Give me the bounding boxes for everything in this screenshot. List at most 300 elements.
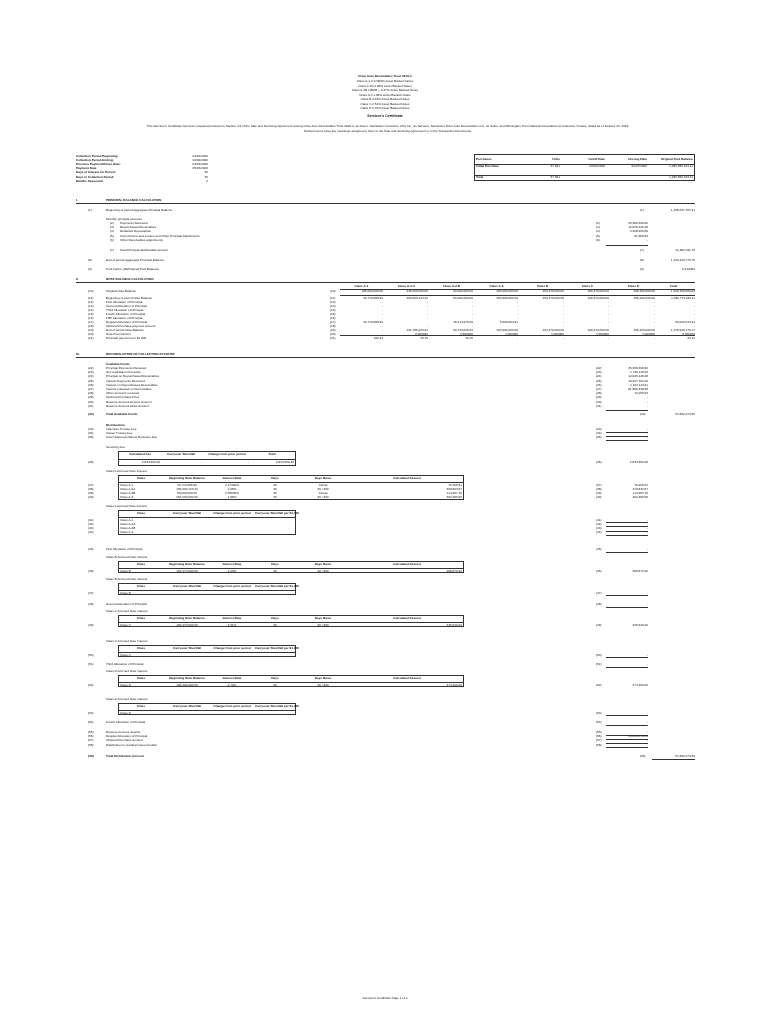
line-ref: {49} [596, 622, 602, 627]
interest-cell: 30 / 360 [317, 486, 329, 491]
line-value: - [646, 395, 648, 400]
interest-cell: 30 [273, 490, 277, 495]
line-value: 1,195,047,787.91 [670, 208, 695, 212]
purchases-header: Units [552, 157, 560, 161]
line-number: {54} [88, 720, 94, 724]
note-balance-cell: - [693, 323, 695, 328]
line-value: 1,104,113.61 [630, 382, 648, 387]
line-label: Note Pool Factors [106, 331, 131, 336]
line-ref: {22} [596, 366, 602, 370]
note-balance-cell: - [381, 299, 383, 304]
shortfall-header: Change from prior period [213, 583, 251, 588]
shortfall-header-rule [118, 652, 296, 653]
line-label: Second Allocation of Principal [106, 602, 147, 606]
shortfall-cell: Class A-1 [120, 517, 134, 522]
purchases-balance: 1,295,650,434.11 [669, 175, 693, 179]
line-ref: {58} [596, 742, 602, 747]
line-number: {57} [88, 738, 94, 743]
period-value: 04/15/2020 [192, 162, 208, 167]
note-balance-cell: - [607, 315, 609, 320]
header-line: Class C 2.51% Asset Backed Notes [360, 101, 410, 106]
note-balance-cell: - [471, 307, 473, 312]
line-ref: {59} [640, 754, 646, 758]
note-balance-cell: 19.15 [420, 335, 428, 340]
note-balance-cell: - [693, 307, 695, 312]
line-ref: {46} [596, 568, 602, 573]
line-number: {55} [88, 730, 94, 734]
shortfall-header: Carryover Shortfall [172, 583, 202, 588]
line-number: {34} [88, 431, 94, 436]
interest-header: Class [136, 475, 146, 480]
shortfall-table-label: Class C Accrued Note Interest [106, 639, 148, 643]
line-ref: {36} [596, 460, 602, 464]
section-title: NOTE BALANCE CALCULATION [106, 277, 154, 281]
header-line: Drive Auto Receivables Trust 2019-4 [358, 74, 412, 78]
line-label: Pool Factor ({8}/Original Pool Balance) [106, 267, 160, 271]
line-value: - [646, 742, 648, 747]
purchases-units: 57,821 [550, 175, 560, 179]
shortfall-table-label: Class D Accrued Note Interest [106, 697, 148, 701]
line-label: End of period Note Balance [106, 327, 144, 332]
line-ref: {9} [640, 267, 644, 271]
note-balance-cell: - [562, 307, 564, 312]
interest-cell: 286,870.92 [446, 568, 462, 573]
line-ref: {37} [596, 482, 602, 487]
interest-header: Days Basis [314, 475, 332, 480]
line-label: Repurchased Receivables [120, 225, 157, 230]
line-ref: {1} [640, 208, 644, 212]
line-number: {56} [88, 734, 94, 739]
subsection-label: Monthly principal amounts [106, 217, 142, 221]
line-ref: {43} [596, 525, 602, 530]
interest-header: Calculated Interest [393, 475, 421, 480]
line-value: - [646, 547, 648, 551]
line-number: {10} [88, 289, 94, 293]
note-balance-cell: 154,370,000.00 [542, 289, 564, 293]
interest-header: Class [136, 561, 146, 566]
note-balance-cell: - [471, 299, 473, 304]
note-balance-cell: 16,214,976.09 [453, 319, 473, 324]
interest-cell: Class D [120, 682, 131, 687]
line-ref: {45} [596, 547, 602, 551]
interest-table-label: Class B Accrued Note Interest [106, 555, 148, 559]
column-header: Class A-2-A [397, 283, 416, 288]
line-ref: {8} [640, 258, 644, 262]
interest-cell: 199,000,123.42 [176, 486, 198, 491]
line-ref: {21} [330, 335, 336, 340]
line-number: {24} [88, 374, 94, 379]
line-label: Other amounts received [106, 391, 140, 396]
column-header: Class A-1 [354, 283, 369, 288]
note-balance-cell: 154,370,000.00 [542, 296, 564, 300]
line-number: {31} [88, 403, 94, 408]
line-ref: {3} [596, 225, 600, 230]
section-title: RECONCILIATION OF COLLECTION ACCOUNT [106, 352, 175, 356]
line-value: - [646, 399, 648, 404]
interest-header: Calculated Interest [393, 561, 421, 566]
line-ref: {28} [596, 391, 602, 396]
line-number: {58} [88, 742, 94, 747]
subtotal-rule [606, 245, 648, 246]
line-label: Regular Allocation of Principal [106, 734, 148, 739]
note-balance-cell: - [381, 327, 383, 332]
servicing-cell: 2,833,509.28 [275, 460, 294, 464]
line-label: Interest collected on Receivables [106, 387, 152, 391]
section-number: I. [76, 198, 78, 202]
note-balance-cell: 1,229,330,000.00 [670, 289, 695, 293]
line-ref: {16} [330, 315, 336, 320]
line-number: {43} [88, 525, 94, 530]
note-balance-cell: - [426, 307, 428, 312]
page-footer: Servicer's Certificate Page 1 of 4 [362, 996, 408, 1000]
note-balance-cell: - [471, 303, 473, 308]
note-balance-cell: - [426, 303, 428, 308]
line-number: {44} [88, 530, 94, 535]
purchases-total-rule [474, 175, 695, 176]
section-number: II. [76, 277, 79, 281]
certificate-title: Servicer's Certificate [367, 114, 403, 118]
interest-cell: 30 [273, 486, 277, 491]
servicing-cell: 2,833,509.28 [141, 460, 160, 464]
note-balance-cell: 166,400,000.00 [633, 296, 655, 300]
line-label: Indenture Trustee Fee [106, 427, 137, 431]
line-label: Asset Representations Reviewer Fee [106, 435, 158, 440]
note-balance-cell: 182.23 [373, 335, 383, 340]
interest-header: Interest Rate [222, 675, 242, 680]
line-label: Second Allocation of Principal [106, 303, 147, 308]
note-balance-cell: - [516, 311, 518, 316]
line-label: Total Principal distributable amount [120, 248, 168, 252]
note-balance-cell: - [693, 303, 695, 308]
intro-paragraph: This Servicer's Certificate has been prepared pursuant to Section 4.9 of the Sale and Servicing Agreement among Drive Auto Receivables Trust 2019-4, as Issuer, Santander Consumer USA Inc., as Servicer, Santander Drive Auto Receivables LLC, as Seller, and Wilmington Trust National Association as Indenture Trustee, dated as of January 23, 2019. [146, 124, 630, 128]
note-balance-cell: - [607, 323, 609, 328]
note-balance-cell: 209,000,123.42 [406, 296, 428, 300]
interest-cell: 2.05036% [225, 490, 239, 495]
line-number: {3} [110, 225, 114, 230]
line-label: Fifth Allocation of Principal [106, 315, 143, 320]
note-balance-cell: - [653, 311, 655, 316]
note-balance-cell: 246,000,000.00 [406, 289, 428, 293]
line-value: 81,580.94 [634, 233, 648, 238]
note-balance-cell: - [426, 311, 428, 316]
line-value: 25,386,398.82 [628, 221, 648, 225]
line-ref: {33} [596, 427, 602, 431]
note-balance-cell: 166,400,000.00 [633, 327, 655, 332]
interest-cell: Actual [318, 490, 328, 495]
note-balance-cell: - [562, 303, 564, 308]
note-balance-cell: - [693, 299, 695, 304]
line-ref: {18} [330, 323, 336, 328]
line-ref: {5} [596, 233, 600, 238]
section-title: PRINCIPAL BALANCE CALCULATION [106, 198, 162, 202]
header-line: Class A-2B LIBOR + 0.37% Asset Backed Notes [351, 88, 419, 92]
period-value: 04/01/2020 [192, 154, 208, 158]
purchases-row-label: Initial Purchase [476, 164, 499, 168]
servicing-header: Total [268, 452, 276, 456]
line-value: - [646, 738, 648, 743]
line-value: 286,870.92 [632, 568, 648, 573]
note-balance-cell: - [653, 303, 655, 308]
note-balance-cell: 1.000000 [505, 331, 518, 336]
line-ref: {26} [596, 382, 602, 387]
interest-cell: Class B [120, 568, 131, 573]
note-balance-cell: - [426, 299, 428, 304]
note-balance-cell: - [516, 303, 518, 308]
shortfall-cell: Class A-2A [120, 521, 136, 526]
note-balance-cell: - [381, 331, 383, 336]
line-value: - [646, 431, 648, 436]
note-balance-cell: 1.000000 [642, 331, 655, 336]
line-value: 0.910494 [682, 267, 695, 271]
purchases-row-label: Total [476, 175, 484, 179]
line-label: Payments Received [120, 221, 148, 225]
line-ref: {31} [596, 403, 602, 408]
purchases-units: 57,821 [550, 164, 560, 168]
line-value: - [646, 435, 648, 440]
line-value: - [646, 427, 648, 431]
line-number: {42} [88, 521, 94, 526]
line-number: {50} [88, 652, 94, 657]
interest-cell: 2.23% [227, 568, 237, 573]
line-label: Optional Purchase Price [106, 395, 140, 400]
line-value: 374,400.00 [632, 682, 648, 687]
period-label: Collection Period Ending: [76, 158, 114, 163]
interest-header: Days [271, 615, 279, 620]
line-number: {8} [88, 258, 92, 262]
line-number: {52} [88, 682, 94, 687]
note-balance-cell: - [562, 319, 564, 324]
interest-header: Calculated Interest [393, 675, 421, 680]
period-label: Previous Payment/Close Date: [76, 162, 121, 167]
interest-header: Class [136, 615, 146, 620]
row-rule [340, 295, 695, 296]
value-rule [606, 552, 648, 553]
interest-cell: 65,000,000.00 [177, 490, 197, 495]
line-number: {30} [88, 399, 94, 404]
shortfall-table-label: Class A Accrued Note Interest [106, 504, 147, 508]
line-label: Cram Downs and Losses and Other Principal Adjustments [120, 233, 200, 238]
line-ref: {51} [596, 662, 602, 666]
line-ref: {4} [596, 229, 600, 234]
line-ref: {54} [596, 720, 602, 724]
note-balance-cell: 1,040,773,039.11 [671, 296, 695, 300]
line-label: Interest on Repurchased Receivables [106, 382, 158, 387]
line-label: Principal Payments Received [106, 366, 147, 370]
line-ref: {30} [596, 399, 602, 404]
line-number: {25} [88, 378, 94, 383]
period-label: Collection Period Beginning: [76, 154, 119, 158]
period-value: 30 [204, 170, 208, 175]
line-value: 12,025,426.28 [628, 374, 648, 379]
line-ref: {48} [596, 602, 602, 606]
line-number: {41} [88, 517, 94, 522]
header-line: Class B 2.23% Asset Backed Notes [360, 97, 410, 101]
purchases-cutoff: 02/01/2020 [589, 164, 605, 168]
interest-cell: Class A-2B [120, 490, 136, 495]
note-balance-cell: - [653, 323, 655, 328]
note-balance-cell: 43.12 [687, 335, 695, 340]
shortfall-header: Change from prior period [213, 703, 251, 708]
line-number: {9} [88, 267, 92, 271]
interest-cell: Class C [120, 622, 131, 627]
line-ref: {14} [330, 307, 336, 312]
interest-cell: 75,408.61 [448, 482, 462, 487]
subtotal-rule [606, 410, 648, 411]
value-rule [606, 657, 648, 658]
line-label: Third Allocation of Principal [106, 307, 144, 312]
line-value: 1,153,445,776.76 [670, 258, 695, 262]
line-number: {4} [110, 229, 114, 234]
purchases-header: Closing Date [628, 157, 647, 161]
interest-cell: 2.08% [227, 486, 237, 491]
subsection-label: Distributions [106, 423, 126, 427]
line-ref: {35} [596, 435, 602, 440]
line-label: Optional Purchase Amount [106, 738, 143, 743]
line-label: Distribution to residual interest holder [106, 742, 158, 747]
column-header: Class B [536, 283, 549, 288]
note-balance-cell: - [516, 323, 518, 328]
interest-cell: 33,713,088.99 [177, 482, 197, 487]
line-value: - [646, 602, 648, 606]
total-rule [652, 759, 695, 760]
note-balance-cell: - [381, 303, 383, 308]
line-number: {33} [88, 427, 94, 431]
line-label: Principal payment per $1,000 [106, 335, 147, 340]
header-line: Class A-3 1.86% Asset Backed Notes [359, 92, 411, 97]
line-number: {46} [88, 568, 94, 573]
note-balance-cell: 19.15 [465, 335, 473, 340]
line-number: {6} [110, 237, 114, 242]
note-balance-cell: 53,009,014.04 [675, 319, 695, 324]
interest-header: Days Basis [314, 561, 332, 566]
shortfall-header: Carryover Shortfall [172, 703, 202, 708]
note-balance-cell: 1.000000 [551, 331, 564, 336]
section-rule [76, 282, 695, 283]
line-number: {45} [88, 547, 94, 551]
line-ref: {34} [596, 431, 602, 436]
shortfall-header: Carryover Shortfall [172, 510, 202, 515]
shortfall-header: Carryover Shortfall per $1,000 [255, 583, 300, 588]
note-balance-cell: - [426, 323, 428, 328]
line-value: 13,150.54 [634, 391, 648, 396]
line-ref: {27} [596, 387, 602, 391]
note-balance-cell: - [653, 319, 655, 324]
line-number: {40} [88, 495, 94, 500]
interest-header: Days Basis [314, 615, 332, 620]
line-value: - [646, 530, 648, 535]
period-value: 2 [206, 178, 208, 183]
purchases-header: Purchases [476, 157, 492, 161]
line-label: Fourth Allocation of Principal [106, 720, 146, 724]
value-rule [606, 607, 648, 608]
line-ref: {40} [596, 495, 602, 500]
note-balance-cell: - [381, 315, 383, 320]
interest-cell: 30 [273, 622, 277, 627]
line-value: - [646, 517, 648, 522]
interest-header: Beginning Note Balance [169, 561, 205, 566]
servicing-header: Carryover Shortfall [166, 452, 196, 456]
line-number: {11} [88, 296, 94, 300]
interest-cell: 30 [273, 495, 277, 500]
line-ref: {38} [596, 486, 602, 491]
line-ref: {55} [596, 730, 602, 734]
note-balance-cell: 253,090,000.00 [496, 327, 518, 332]
period-label: Months Seasoned: [76, 178, 104, 183]
line-number: {1} [88, 208, 92, 212]
purchases-header: Cutoff Date [588, 157, 605, 161]
line-value: 81,986,348.68 [628, 387, 648, 391]
interest-header: Beginning Note Balance [169, 615, 205, 620]
line-value: - [646, 652, 648, 657]
note-balance-cell: - [607, 311, 609, 316]
interest-cell: Class A-3 [120, 495, 134, 500]
header-line: Class D 2.70% Asset Backed Notes [360, 106, 410, 110]
interest-cell: 2.70% [227, 682, 237, 687]
line-label: Owner Trustee Fee [106, 431, 133, 436]
note-balance-cell: 1,175,525,775.17 [670, 327, 695, 332]
note-balance-cell: 191,785,023.91 [406, 327, 428, 332]
line-ref: {44} [596, 530, 602, 535]
note-balance-cell: 33,713,088.99 [363, 319, 383, 324]
note-balance-cell: - [562, 299, 564, 304]
line-ref: {23} [596, 370, 602, 375]
note-balance-cell: 253,090,000.00 [496, 296, 518, 300]
shortfall-header-rule [118, 710, 296, 711]
note-balance-cell: 0.960840 [460, 331, 473, 336]
note-balance-cell: - [607, 307, 609, 312]
line-ref: {12} [330, 299, 336, 304]
interest-header: Interest Rate [222, 475, 242, 480]
line-ref: {57} [596, 738, 602, 743]
subsection-label: Available Funds [106, 362, 130, 366]
line-ref: {53} [596, 710, 602, 715]
line-ref: {42} [596, 521, 602, 526]
line-label: Principal on Repurchased Receivables [106, 374, 160, 379]
section-number: III. [76, 352, 80, 356]
line-ref: {52} [596, 682, 602, 687]
line-label: Original Note Balance [106, 289, 137, 293]
servicing-cell: - [247, 460, 249, 464]
note-balance-cell: - [653, 307, 655, 312]
line-value: 1,735,118.53 [630, 370, 648, 375]
servicing-cell: - [200, 460, 202, 464]
interest-table-label: Class C Accrued Note Interest [106, 609, 148, 613]
shortfall-table-label: Class B Accrued Note Interest [106, 577, 148, 581]
interest-cell: 335,649.92 [446, 622, 462, 627]
line-ref: {17} [330, 319, 336, 324]
value-rule [606, 595, 648, 596]
line-ref: {50} [596, 652, 602, 657]
line-number: {19} [88, 327, 94, 332]
note-balance-cell: 253,090,000.00 [496, 289, 518, 293]
note-balance-cell: 185,000,000.00 [361, 289, 383, 293]
line-ref: {41} [596, 517, 602, 522]
line-label: Fourth Allocation of Principal [106, 311, 146, 316]
note-balance-cell: - [562, 315, 564, 320]
interest-cell: 2.17400% [225, 482, 239, 487]
line-number: {29} [88, 395, 94, 400]
line-number: {17} [88, 319, 94, 324]
line-ref: {13} [330, 303, 336, 308]
column-header: Class A-3 [489, 283, 504, 288]
note-balance-cell: - [381, 323, 383, 328]
interest-cell: 1.86% [227, 495, 237, 500]
column-header: Class C [581, 283, 594, 288]
line-number: {12} [88, 299, 94, 304]
line-ref: {2} [596, 221, 600, 225]
note-balance-cell: - [471, 311, 473, 316]
interest-cell: 30 [273, 568, 277, 573]
